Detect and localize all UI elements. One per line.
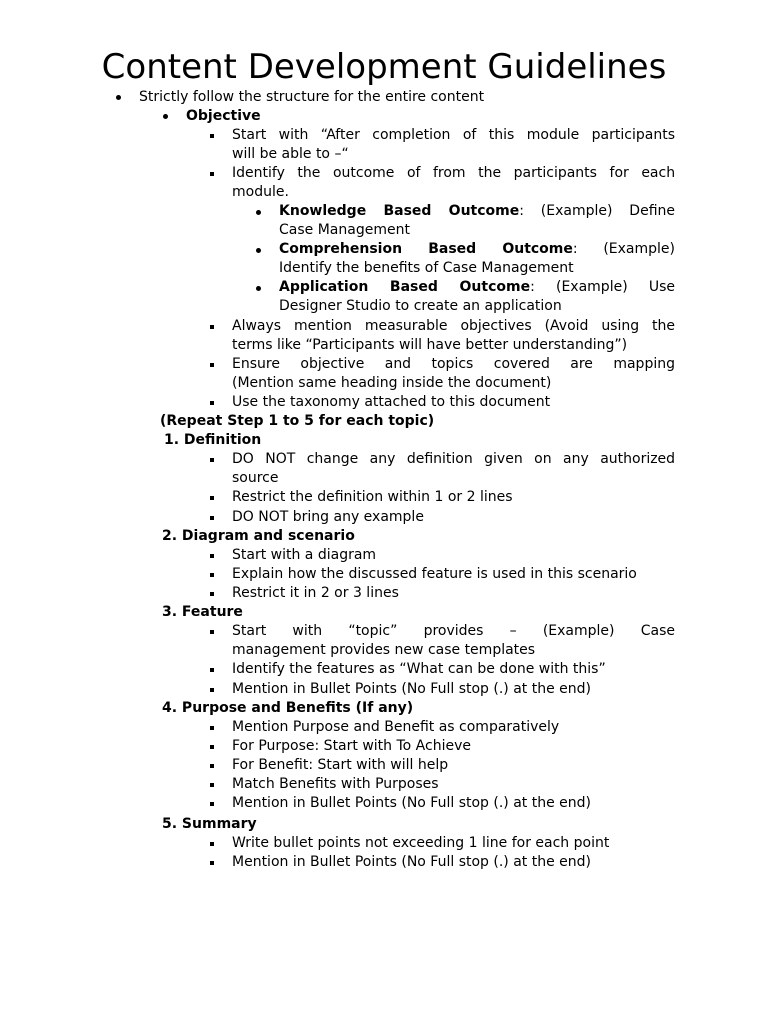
purpose-item-5: Mention in Bullet Points (No Full stop (.) at the end) — [232, 795, 591, 811]
objective-item-2-line-2: module. — [232, 184, 289, 200]
diagram-item-3: Restrict it in 2 or 3 lines — [232, 585, 399, 601]
bullet-square — [210, 516, 214, 520]
bullet-square — [210, 592, 214, 596]
bullet-square — [210, 764, 214, 768]
outcome-comprehension-line-2: Identify the benefits of Case Management — [279, 260, 574, 276]
definition-item-2: Restrict the definition within 1 or 2 lines — [232, 489, 513, 505]
section-heading-purpose: 4. Purpose and Benefits (If any) — [162, 700, 414, 716]
feature-item-1-line-2: management provides new case templates — [232, 642, 536, 658]
section-heading-feature: 3. Feature — [162, 604, 243, 620]
objective-item-4-line-2: (Mention same heading inside the document) — [232, 375, 552, 391]
outcome-knowledge-label: Knowledge Based Outcome — [279, 203, 520, 219]
bullet-square — [210, 842, 214, 846]
outcome-comprehension-label: Comprehension Based Outcome — [279, 241, 573, 257]
outcome-knowledge-line-2: Case Management — [279, 222, 410, 238]
bullet-square — [210, 726, 214, 730]
section-heading-diagram: 2. Diagram and scenario — [162, 528, 355, 544]
bullet-square — [210, 496, 214, 500]
objective-item-4-line-1: Ensure objective and topics covered are mapping — [232, 356, 675, 372]
definition-item-3: DO NOT bring any example — [232, 509, 424, 525]
bullet-dot — [256, 248, 261, 253]
diagram-item-2: Explain how the discussed feature is used in this scenario — [232, 566, 637, 582]
bullet-square — [210, 745, 214, 749]
feature-item-1-line-1: Start with “topic” provides – (Example) Case — [232, 623, 675, 639]
objective-item-2-line-1: Identify the outcome of from the participants for each — [232, 165, 675, 181]
bullet-square — [210, 668, 214, 672]
objective-item-1-line-2: will be able to –“ — [232, 146, 349, 162]
bullet-square — [210, 401, 214, 405]
purpose-item-3: For Benefit: Start with will help — [232, 757, 449, 773]
purpose-item-4: Match Benefits with Purposes — [232, 776, 439, 792]
bullet-dot — [256, 286, 261, 291]
repeat-note: (Repeat Step 1 to 5 for each topic) — [160, 413, 435, 429]
outcome-knowledge-line-1 — [279, 202, 675, 221]
feature-item-3: Mention in Bullet Points (No Full stop (.) at the end) — [232, 681, 591, 697]
diagram-item-1: Start with a diagram — [232, 547, 377, 563]
outcome-application-line-2: Designer Studio to create an application — [279, 298, 562, 314]
bullet-square — [210, 802, 214, 806]
summary-item-1: Write bullet points not exceeding 1 line for each point — [232, 835, 610, 851]
bullet-square — [210, 688, 214, 692]
objective-item-3-line-1: Always mention measurable objectives (Avoid using the — [232, 318, 675, 334]
objective-item-1-line-1: Start with “After completion of this module participants — [232, 127, 675, 143]
outcome-knowledge-rest: : (Example) Define — [519, 203, 675, 219]
purpose-item-1: Mention Purpose and Benefit as comparatively — [232, 719, 560, 735]
definition-item-1-line-1: DO NOT change any definition given on any authorized — [232, 451, 675, 467]
bullet-square — [210, 134, 214, 138]
bullet-square — [210, 325, 214, 329]
objective-item-5: Use the taxonomy attached to this document — [232, 394, 551, 410]
summary-item-2: Mention in Bullet Points (No Full stop (.) at the end) — [232, 854, 591, 870]
bullet-square — [210, 554, 214, 558]
objective-item-3-line-2: terms like “Participants will have better understanding”) — [232, 337, 628, 353]
bullet-square — [210, 172, 214, 176]
page-title: Content Development Guidelines — [101, 46, 667, 87]
bullet-square — [210, 861, 214, 865]
bullet-square — [210, 783, 214, 787]
outcome-comprehension-rest: : (Example) — [572, 241, 675, 257]
outcome-application-line-1 — [279, 278, 675, 297]
bullet-square — [210, 458, 214, 462]
outcome-comprehension-line-1 — [279, 240, 675, 259]
purpose-item-2: For Purpose: Start with To Achieve — [232, 738, 471, 754]
bullet-square — [210, 573, 214, 577]
outcome-application-rest: : (Example) Use — [530, 279, 675, 295]
bullet-square — [210, 630, 214, 634]
section-heading-summary: 5. Summary — [162, 816, 257, 832]
bullet-dot — [116, 95, 121, 100]
bullet-dot — [256, 210, 261, 215]
main-bullet-text: Strictly follow the structure for the entire content — [139, 89, 485, 105]
outcome-application-label: Application Based Outcome — [279, 279, 531, 295]
feature-item-2: Identify the features as “What can be done with this” — [232, 661, 606, 677]
bullet-dot — [163, 114, 168, 119]
section-heading-definition: 1. Definition — [164, 432, 262, 448]
bullet-square — [210, 363, 214, 367]
definition-item-1-line-2: source — [232, 470, 279, 486]
objective-heading: Objective — [186, 108, 261, 124]
